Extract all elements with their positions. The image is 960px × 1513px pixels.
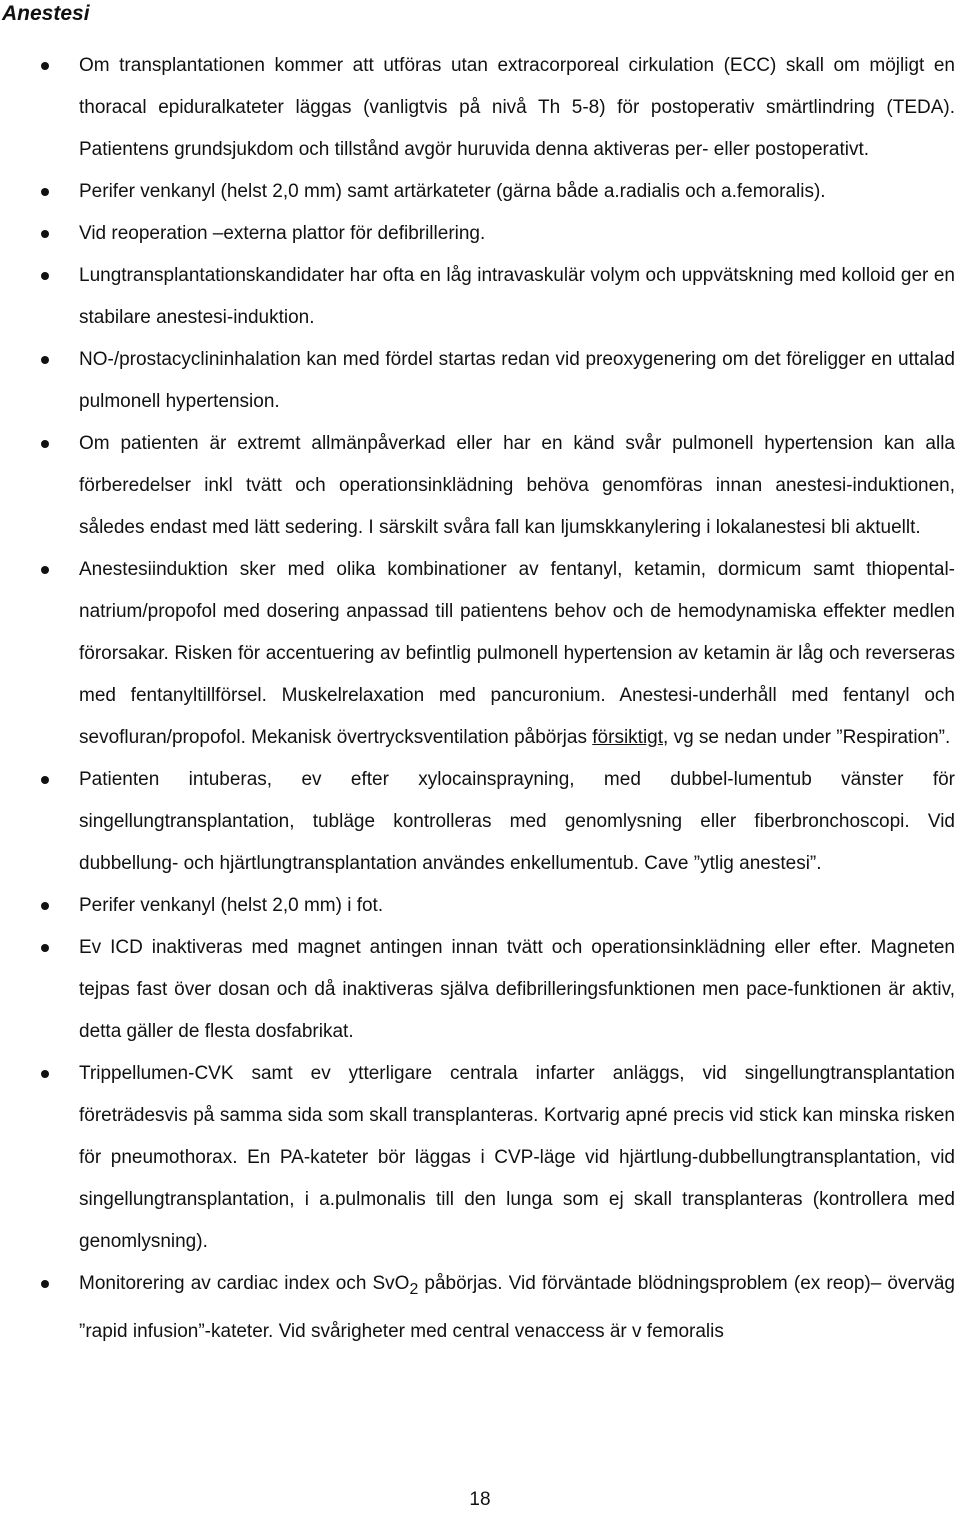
list-item [79, 423, 955, 549]
list-item-text-end: , vg se nedan under ”Respiration”. [663, 727, 951, 748]
list-item-text: NO-/prostacyclininhalation kan med fördel startas redan vid preoxygenering om det föreligger en uttalad pulmonell hypertension. [79, 349, 955, 412]
list-item [79, 213, 955, 255]
bullet-icon [41, 1070, 49, 1078]
bullet-icon [41, 272, 49, 280]
list-item-text: Trippellumen-CVK samt ev ytterligare centrala infarter anläggs, vid singellungtransplantation företrädesvis på samma sida som skall transplanteras. Kortvarig apné precis vid stick kan minska risken för pneumothorax. En PA-kateter bör läggas i CVP-läge vid hjärtlung-dubbellungtransplantation, vid singellungtransplantation, i a.pulmonalis till den lunga som ej skall transplanteras (kontrollera med genomlysning). [79, 1063, 955, 1252]
list-item [79, 171, 955, 213]
page-number: 18 [469, 1489, 491, 1510]
list-item-text: Ev ICD inaktiveras med magnet antingen innan tvätt och operationsinklädning eller efter. Magneten tejpas fast över dosan och då inaktiveras själva defibrilleringsfunktionen men pace-funktionen är aktiv, detta gäller de flesta dosfabrikat. [79, 937, 955, 1042]
bullet-icon [41, 230, 49, 238]
underlined-word: försiktigt [592, 727, 664, 748]
list-item-text: Monitorering av cardiac index och SvO [79, 1273, 410, 1294]
bullet-icon [41, 1280, 49, 1288]
list-item-text: Anestesiinduktion sker med olika kombinationer av fentanyl, ketamin, dormicum samt thiopental-natrium/propofol med dosering anpassad till patientens behov och de hemodynamiska effekter medlen förorsakar. Risken för accentuering av befintlig pulmonell hypertension av ketamin är låg och reverseras med fentanyltillförsel. Muskelrelaxation med pancuronium. Anestesi-underhåll med fentanyl och sevofluran/propofol. Mekanisk övertrycksventilation påbörjas [79, 559, 955, 748]
list-item [79, 885, 955, 927]
list-item-text: Patienten intuberas, ev efter xylocainsprayning, med dubbel-lumentub vänster för singellungtransplantation, tubläge kontrolleras med genomlysning eller fiberbronchoscopi. Vid dubbellung- och hjärtlungtransplantation användes enkellumentub. Cave ”ytlig anestesi”. [79, 769, 955, 874]
section-heading: Anestesi [2, 2, 90, 25]
bullet-icon [41, 566, 49, 574]
bullet-icon [41, 188, 49, 196]
list-item-text: Om transplantationen kommer att utföras utan extracorporeal cirkulation (ECC) skall om möjligt en thoracal epiduralkateter läggas (vanligtvis på nivå Th 5-8) för postoperativ smärtlindring (TEDA). Patientens grundsjukdom och tillstånd avgör huruvida denna aktiveras per- eller postoperativt. [79, 55, 955, 160]
list-item [79, 339, 955, 423]
list-item-text-end: påbörjas. Vid förväntade blödningsproblem (ex reop)– överväg ”rapid infusion”-kateter. Vid svårigheter med central venaccess är v femoralis [79, 1273, 955, 1342]
bullet-list [0, 45, 960, 1353]
bullet-icon [41, 440, 49, 448]
bullet-icon [41, 356, 49, 364]
list-item [79, 1053, 955, 1263]
bullet-icon [41, 902, 49, 910]
list-item-text: Lungtransplantationskandidater har ofta en låg intravaskulär volym och uppvätskning med kolloid ger en stabilare anestesi-induktion. [79, 265, 955, 328]
list-item-text: Perifer venkanyl (helst 2,0 mm) i fot. [79, 895, 384, 916]
list-item [79, 549, 955, 759]
bullet-icon [41, 62, 49, 70]
list-item [79, 1263, 955, 1353]
list-item [79, 927, 955, 1053]
bullet-icon [41, 944, 49, 952]
list-item-text: Om patienten är extremt allmänpåverkad eller har en känd svår pulmonell hypertension kan alla förberedelser inkl tvätt och operationsinklädning behöva genomföras innan anestesi-induktionen, således endast med lätt sedering. I särskilt svåra fall kan ljumskkanylering i lokalanestesi bli aktuellt. [79, 433, 955, 538]
bullet-icon [41, 776, 49, 784]
list-item-text: Vid reoperation –externa plattor för defibrillering. [79, 223, 486, 244]
list-item [79, 759, 955, 885]
list-item [79, 45, 955, 171]
list-item [79, 255, 955, 339]
list-item-text: Perifer venkanyl (helst 2,0 mm) samt artärkateter (gärna både a.radialis och a.femoralis). [79, 181, 826, 202]
subscript: 2 [409, 1280, 419, 1298]
